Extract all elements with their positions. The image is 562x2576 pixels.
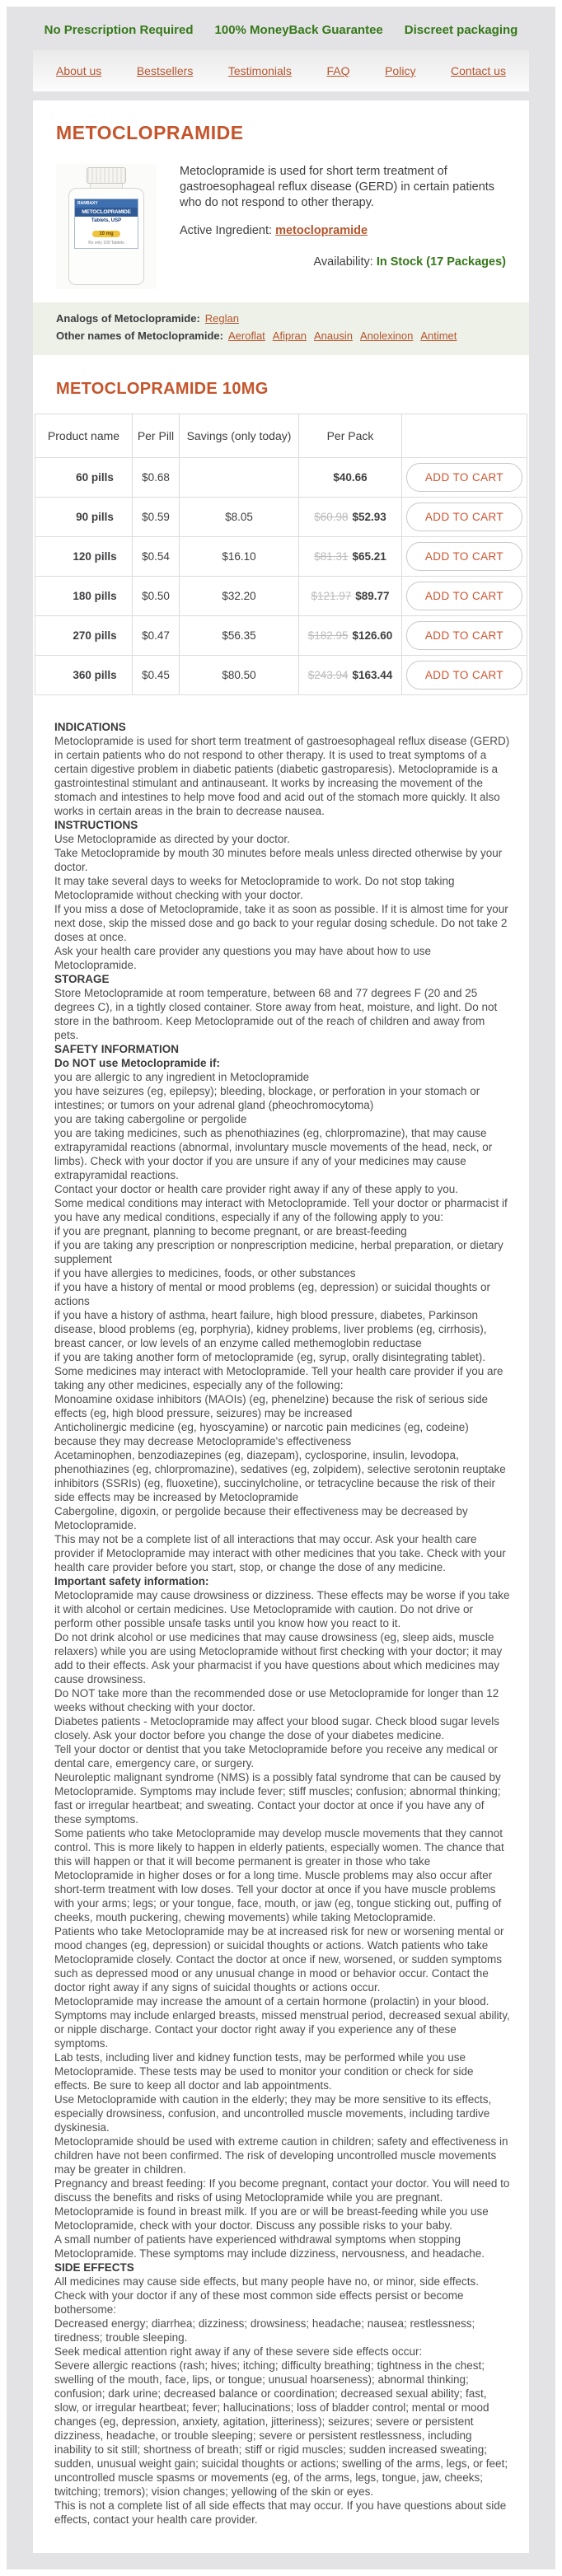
cell-per-pack — [299, 457, 402, 497]
bottle-note: Rx only 100 Tablets — [88, 241, 124, 245]
table-row — [35, 497, 527, 536]
product-image — [56, 164, 157, 289]
info-paragraph: Seek medical attention right away if any of these severe side effects occur: — [54, 2345, 423, 2358]
cell-product: 270 pills — [35, 615, 133, 655]
bottle-name: METOCLOPRAMIDE — [75, 208, 138, 217]
page-title: METOCLOPRAMIDE — [56, 122, 244, 143]
cell-action — [402, 615, 527, 655]
nav-link-policy[interactable]: Policy — [385, 64, 416, 77]
availability-value: In Stock (17 Packages) — [376, 255, 506, 269]
other-name-link-afipran[interactable]: Afipran — [272, 329, 307, 342]
analog-link-reglan[interactable]: Reglan — [204, 312, 239, 325]
cell-action — [402, 576, 527, 615]
info-paragraph: you are taking cabergoline or pergolide — [54, 1112, 247, 1125]
cell-action — [402, 655, 527, 694]
info-section-heading: INSTRUCTIONS — [54, 818, 138, 831]
info-paragraph: Contact your doctor or health care provider right away if any of these apply to you. — [54, 1182, 459, 1195]
pack-price: $40.66 — [333, 470, 368, 484]
cell-savings: $8.05 — [180, 497, 299, 536]
pricing-title: METOCLOPRAMIDE 10MG — [56, 379, 269, 398]
product-description: Metoclopramide is used for short term treatment of gastroesophageal reflux disease (GERD) in certain patients who do not respond to other therapy. — [180, 165, 495, 210]
cell-savings — [180, 457, 299, 497]
cell-action — [402, 497, 527, 536]
add-to-cart-button-120-pills[interactable]: ADD TO CART — [406, 542, 522, 571]
product-description-block — [180, 164, 506, 289]
other-name-link-anausin[interactable]: Anausin — [314, 329, 353, 342]
info-paragraph: It may take several days to weeks for Metoclopramide to work. Do not stop taking Metoclopramide without checking with your doctor. — [54, 874, 455, 901]
cell-product: 90 pills — [35, 497, 133, 536]
info-paragraph: Metoclopramide may increase the amount of a certain hormone (prolactin) in your blood. Symptoms may include enlarged breasts, missed menstrual period, decreased sexual ability, or nipple discharge. Contact your doctor right away if you experience any of these symptoms. — [54, 1994, 510, 2050]
add-to-cart-button-270-pills[interactable]: ADD TO CART — [406, 621, 522, 650]
analogs-line — [56, 311, 506, 328]
info-paragraph: if you are taking another form of metoclopramide (eg, syrup, orally disintegrating tablet). — [54, 1350, 486, 1363]
pack-price: $126.60 — [352, 629, 393, 642]
pricing-table — [35, 414, 527, 695]
feature-item-2: Discreet packaging — [404, 23, 518, 37]
table-row — [35, 457, 527, 497]
other-name-link-anolexinon[interactable]: Anolexinon — [359, 329, 414, 342]
old-price: $243.94 — [307, 668, 349, 681]
add-to-cart-button-360-pills[interactable]: ADD TO CART — [406, 661, 522, 690]
pack-price: $52.93 — [352, 510, 386, 523]
info-section-heading: INDICATIONS — [54, 720, 126, 733]
info-paragraph: Ask your health care provider any questions you may have about how to use Metoclopramide. — [54, 944, 432, 971]
info-paragraph: Take Metoclopramide by mouth 30 minutes before meals unless directed otherwise by your doctor. — [54, 846, 503, 873]
old-price: $60.98 — [314, 510, 349, 523]
info-paragraph: Store Metoclopramide at room temperature, between 68 and 77 degrees F (20 and 25 degrees C), in a tightly closed container. Store away from heat, moisture, and light. Do not store in the bathroom. Keep Metoclopramide out of the reach of children and away from pets. — [54, 986, 498, 1041]
info-paragraph: Tell your doctor or dentist that you take Metoclopramide before you receive any medical or dental care, emergency care, or surgery. — [54, 1742, 499, 1770]
info-paragraph: if you have a history of asthma, heart failure, high blood pressure, diabetes, Parkinson disease, blood problems (eg, porphyria), kidney problems, liver problems (eg, cirrhosis), breast cancer, or low levels of an enzyme called methemoglobin reductase — [54, 1308, 487, 1349]
info-paragraph: Use Metoclopramide as directed by your doctor. — [54, 832, 290, 845]
pack-price: $163.44 — [352, 668, 393, 681]
cell-action — [402, 536, 527, 576]
cell-per-pack — [299, 536, 402, 576]
cell-savings: $80.50 — [180, 655, 299, 694]
info-section-heading: STORAGE — [54, 972, 110, 985]
add-to-cart-button-180-pills[interactable]: ADD TO CART — [406, 582, 522, 610]
other-names-label: Other names of Metoclopramide: — [56, 329, 223, 342]
info-paragraph: Some medicines may interact with Metoclopramide. Tell your health care provider if you are taking any other medicines, especially any of the following: — [54, 1364, 503, 1391]
info-paragraph: This may not be a complete list of all interactions that may occur. Ask your health care provider if Metoclopramide may interact with other medicines that you take. Check with your health care provider before you start, stop, or change the dose of any medicine. — [54, 1532, 506, 1573]
info-paragraph: if you are pregnant, planning to become pregnant, or are breast-feeding — [54, 1224, 407, 1237]
feature-item-1: 100% MoneyBack Guarantee — [214, 23, 383, 37]
cell-action — [402, 457, 527, 497]
info-paragraph: If you miss a dose of Metoclopramide, take it as soon as possible. If it is almost time for your next dose, skip the missed dose and go back to your regular dosing schedule. Do not take 2 doses at once. — [54, 902, 508, 943]
top-features-bar — [7, 7, 555, 50]
cell-per-pack — [299, 576, 402, 615]
nav-link-bestsellers[interactable]: Bestsellers — [136, 64, 194, 77]
analogs-band — [33, 302, 529, 355]
table-row — [35, 655, 527, 694]
info-paragraph: Check with your doctor if any of these most common side effects persist or become bothersome: — [54, 2288, 464, 2316]
add-to-cart-button-60-pills[interactable]: ADD TO CART — [406, 463, 522, 492]
info-paragraph: you have seizures (eg, epilepsy); bleeding, blockage, or perforation in your stomach or intestines; or tumors on your adrenal gland (pheochromocytoma) — [54, 1084, 480, 1111]
info-paragraph: Acetaminophen, benzodiazepines (eg, diazepam), cyclosporine, insulin, levodopa, phenothiazines (eg, chlorpromazine), sedatives (eg, zolpidem), selective serotonin reuptake inhibitors (SSRIs) (eg, fluoxetine), succinylcholine, or tetracycline because the risk of their side effects may be increased by Metoclopramide — [54, 1448, 506, 1503]
info-paragraph: Decreased energy; diarrhea; dizziness; drowsiness; headache; nausea; restlessness; tiredness; trouble sleeping. — [54, 2317, 475, 2344]
nav-link-testimonials[interactable]: Testimonials — [227, 64, 292, 77]
bottle-body — [68, 188, 144, 285]
info-paragraph: Some medical conditions may interact with Metoclopramide. Tell your doctor or pharmacist if you have any medical conditions, especially if any of the following apply to you: — [54, 1196, 508, 1223]
info-section-heading: Important safety information: — [54, 1574, 209, 1587]
active-ingredient-link[interactable]: metoclopramide — [275, 224, 368, 238]
info-paragraph: if you are taking any prescription or nonprescription medicine, herbal preparation, or dietary supplement — [54, 1238, 503, 1265]
info-section-heading: SAFETY INFORMATION — [54, 1042, 179, 1055]
cell-product: 180 pills — [35, 576, 133, 615]
availability-line — [180, 255, 506, 270]
info-paragraph: A small number of patients have experienced withdrawal symptoms when stopping Metoclopramide. These symptoms may include dizziness, nervousness, and headache. — [54, 2232, 485, 2260]
info-paragraph: Do not drink alcohol or use medicines that may cause drowsiness (eg, sleep aids, muscle relaxers) while you are using Metoclopramide without first checking with your doctor; it may add to their effects. Ask your pharmacist if you have questions about which medicines may cause drowsiness. — [54, 1630, 503, 1685]
info-paragraph: Metoclopramide is used for short term treatment of gastroesophageal reflux disease (GERD) in certain patients who do not respond to other therapy. It is used to treat symptoms of a certain digestive problem in diabetic patients (diabetic gastroparesis). Metoclopramide is a gastrointestinal stimulant and antinauseant. It works by increasing the movement of the stomach and intestines to help move food and acid out of the stomach more quickly. It also works in certain areas in the brain to decrease nausea. — [54, 734, 510, 817]
nav-link-faq[interactable]: FAQ — [326, 64, 350, 77]
info-section-heading: Do NOT use Metoclopramide if: — [54, 1056, 221, 1069]
other-name-link-antimet[interactable]: Antimet — [420, 329, 457, 342]
cell-per-pill: $0.68 — [133, 457, 180, 497]
info-paragraph: Neuroleptic malignant syndrome (NMS) is a possibly fatal syndrome that can be caused by Metoclopramide. Symptoms may include fever; stiff muscles; confusion; abnormal thinking; fast or irregular heartbeat; and sweating. Contact your doctor at once if you have any of these symptoms. — [54, 1770, 501, 1826]
info-paragraph: you are taking medicines, such as phenothiazines (eg, chlorpromazine), that may cause extrapyramidal reactions (abnormal, involuntary muscle movements of the head, neck, or limbs). Check with your doctor if you are unsure if any of your medicines may cause extrapyramidal reactions. — [54, 1126, 493, 1181]
bottle-label — [74, 199, 138, 249]
bottle-brand: RANBAXY — [75, 199, 138, 208]
info-paragraph: Monoamine oxidase inhibitors (MAOIs) (eg, phenelzine) because the risk of serious side effects (eg, high blood pressure, seizures) may be increased — [54, 1392, 489, 1419]
info-paragraph: Patients who take Metoclopramide may be at increased risk for new or worsening mental or mood changes (eg, depression) or suicidal thoughts or actions. Watch patients who take Metoclopramide closely. Contact the doctor at once if new, worsened, or sudden symptoms such as depressed mood or any unusual change in mood or behavior occur. Contact the doctor right away if any signs of suicidal thoughts or actions occur. — [54, 1924, 504, 1994]
info-paragraph: if you have a history of mental or mood problems (eg, depression) or suicidal thoughts or actions — [54, 1280, 491, 1307]
feature-item-0: No Prescription Required — [44, 23, 194, 37]
add-to-cart-button-90-pills[interactable]: ADD TO CART — [406, 503, 522, 531]
info-paragraph: All medicines may cause side effects, but many people have no, or minor, side effects. — [54, 2274, 480, 2288]
bottle-subtitle: Tablets, USP — [91, 218, 122, 223]
info-paragraph: Metoclopramide should be used with extreme caution in children; safety and effectiveness in children have not been confirmed. The risk of developing uncontrolled muscle movements may be greater in children. — [54, 2134, 508, 2176]
pricing-header-actions — [402, 414, 527, 457]
main-nav — [33, 50, 529, 91]
info-paragraph: Use Metoclopramide with caution in the elderly; they may be more sensitive to its effects, especially drowsiness, confusion, and uncontrolled muscle movements, including tardive dyskinesia. — [54, 2092, 492, 2134]
bottle-dose: 10 mg — [92, 231, 119, 237]
old-price: $182.95 — [307, 629, 349, 642]
cell-per-pack — [299, 497, 402, 536]
cell-savings: $56.35 — [180, 615, 299, 655]
cell-savings: $32.20 — [180, 576, 299, 615]
info-paragraph: Diabetes patients - Metoclopramide may affect your blood sugar. Check blood sugar levels closely. Ask your doctor before you change the dose of your diabetes medicine. — [54, 1714, 500, 1741]
cell-per-pack — [299, 615, 402, 655]
active-ingredient-line — [180, 223, 506, 239]
table-row — [35, 615, 527, 655]
pack-price: $89.77 — [355, 589, 390, 602]
info-paragraph: Some patients who take Metoclopramide may develop muscle movements that they cannot control. This is more likely to happen in elderly patients, especially women. The chance that this will happen or that it will become permanent is greater in those who take Metoclopramide in higher doses or for a long time. Muscle problems may also occur after short-term treatment with low doses. Tell your doctor at once if you have muscle problems with your arms; legs; or your tongue, face, mouth, or jaw (eg, tongue sticking out, puffing of cheeks, mouth puckering, chewing movements) while taking Metoclopramide. — [54, 1826, 504, 1924]
other-name-link-aeroflat[interactable]: Aeroflat — [227, 329, 265, 342]
pricing-header-2: Savings (only today) — [180, 414, 299, 457]
cell-product: 120 pills — [35, 536, 133, 576]
old-price: $121.97 — [311, 589, 352, 602]
cell-per-pill: $0.45 — [133, 655, 180, 694]
info-paragraph: you are allergic to any ingredient in Metoclopramide — [54, 1070, 310, 1083]
product-overview — [33, 144, 529, 289]
pack-price: $65.21 — [352, 549, 386, 563]
pricing-header-1: Per Pill — [133, 414, 180, 457]
cell-per-pack — [299, 655, 402, 694]
cell-product: 60 pills — [35, 457, 133, 497]
drug-information — [33, 695, 515, 2532]
cell-product: 360 pills — [35, 655, 133, 694]
bottle-cap — [87, 167, 126, 184]
page-background — [7, 7, 555, 2569]
info-paragraph: Metoclopramide may cause drowsiness or dizziness. These effects may be worse if you take it with alcohol or certain medicines. Use Metoclopramide with caution. Do not drive or perform other possible unsafe tasks until you know how you react to it. — [54, 1588, 510, 1629]
info-paragraph: Cabergoline, digoxin, or pergolide because their effectiveness may be decreased by Metoclopramide. — [54, 1504, 468, 1531]
cell-per-pill: $0.59 — [133, 497, 180, 536]
table-row — [35, 536, 527, 576]
cell-savings: $16.10 — [180, 536, 299, 576]
other-names-line — [56, 328, 506, 345]
table-row — [35, 576, 527, 615]
cell-per-pill: $0.50 — [133, 576, 180, 615]
info-paragraph: Lab tests, including liver and kidney function tests, may be performed while you use Metoclopramide. These tests may be used to monitor your condition or check for side effects. Be sure to keep all doctor and lab appointments. — [54, 2050, 474, 2092]
pricing-header-0: Product name — [35, 414, 133, 457]
info-paragraph: if you have allergies to medicines, foods, or other substances — [54, 1266, 356, 1279]
cell-per-pill: $0.54 — [133, 536, 180, 576]
nav-link-about-us[interactable]: About us — [56, 64, 102, 77]
content-card — [33, 101, 529, 2553]
info-paragraph: Anticholinergic medicine (eg, hyoscyamine) or narcotic pain medicines (eg, codeine) because they may decrease Metoclopramide's effectiveness — [54, 1420, 469, 1447]
analogs-label: Analogs of Metoclopramide: — [56, 312, 200, 325]
info-paragraph: This is not a complete list of all side effects that may occur. If you have questions about side effects, contact your health care provider. — [54, 2499, 507, 2526]
info-paragraph: Severe allergic reactions (rash; hives; itching; difficulty breathing; tightness in the chest; swelling of the mouth, face, lips, or tongue; unusual hoarseness); abnormal thinking; confusion; dark urine; decreased balance or coordination; decreased sexual ability; fast, slow, or irregular heartbeat; fever; hallucinations; loss of bladder control; mental or mood changes (eg, depression, anxiety, agitation, jitteriness); seizures; severe or persistent dizziness, headache, or trouble sleeping; severe or persistent restlessness, including inability to sit still; shortness of breath; stiff or rigid muscles; sudden increased sweating; sudden, unusual weight gain; suicidal thoughts or actions; swelling of the arms, legs, or feet; uncontrolled muscle spasms or movements (eg, of the arms, legs, tongue, jaw, cheeks; twitching; tremors); vision changes; yellowing of the skin or eyes. — [54, 2359, 508, 2498]
availability-label: Availability: — [313, 255, 373, 269]
active-ingredient-label: Active Ingredient: — [180, 224, 273, 238]
info-paragraph: Do NOT take more than the recommended dose or use Metoclopramide for longer than 12 weeks without checking with your doctor. — [54, 1686, 499, 1713]
old-price: $81.31 — [314, 549, 349, 563]
info-paragraph: Pregnancy and breast feeding: If you become pregnant, contact your doctor. You will need to discuss the benefits and risks of using Metoclopramide while you are pregnant. Metoclopramide is found in breast milk. If you are or will be breast-feeding while you use Metoclopramide, check with your doctor. Discuss any possible risks to your baby. — [54, 2176, 510, 2232]
pricing-header-3: Per Pack — [299, 414, 402, 457]
nav-link-contact-us[interactable]: Contact us — [451, 64, 506, 77]
cell-per-pill: $0.47 — [133, 615, 180, 655]
info-section-heading: SIDE EFFECTS — [54, 2260, 134, 2274]
